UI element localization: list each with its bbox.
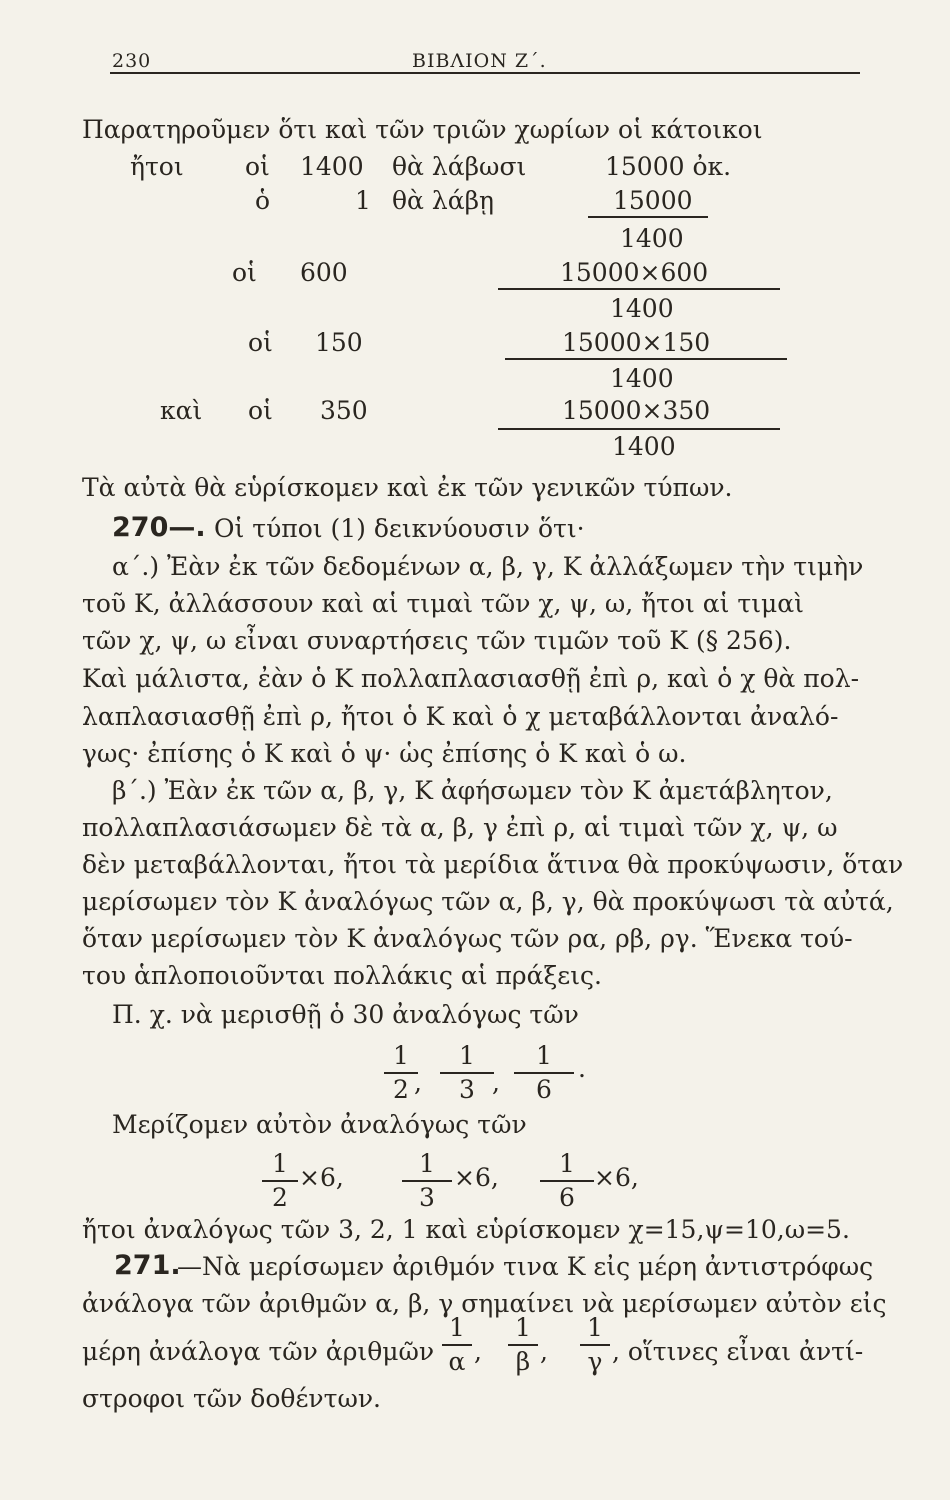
fraction-bar <box>498 288 780 290</box>
table-cell: οἱ <box>248 328 273 357</box>
body-line: τοῦ Κ, ἀλλάσσουν καὶ αἱ τιμαὶ τῶν χ, ψ, ω, ἤτοι αἱ τιμαὶ <box>82 589 804 618</box>
fraction-bar <box>440 1072 494 1074</box>
table-cell: 1400 <box>610 364 674 393</box>
fraction-separator: , <box>492 1068 500 1097</box>
table-intro: Παρατηροῦμεν ὅτι καὶ τῶν τριῶν χωρίων οἱ κάτοικοι <box>82 115 763 144</box>
fraction-bar <box>514 1072 574 1074</box>
body-line: Μερίζομεν αὐτὸν ἀναλόγως τῶν <box>112 1110 527 1139</box>
fraction-bar <box>580 1344 610 1346</box>
table-cell: οἱ <box>248 396 273 425</box>
fraction-bar <box>262 1180 298 1182</box>
fraction-numerator: 1 <box>515 1313 531 1342</box>
fraction-denominator: 2 <box>393 1074 409 1104</box>
fraction-numerator: 1 <box>393 1041 409 1070</box>
fraction-end: . <box>578 1054 586 1083</box>
body-line: του ἁπλοποιοῦνται πολλάκις αἱ πράξεις. <box>82 961 602 990</box>
fraction-denominator: 6 <box>536 1074 552 1104</box>
fraction-bar <box>384 1072 418 1074</box>
fraction <box>402 1150 452 1212</box>
table-cell: 150 <box>315 328 363 357</box>
fraction <box>508 1314 538 1376</box>
fraction <box>440 1042 494 1104</box>
section-number: 271. <box>114 1250 181 1281</box>
body-line: —Νὰ μερίσωμεν ἀριθμόν τινα Κ εἰς μέρη ἀντιστρόφως <box>177 1252 874 1281</box>
fraction-numerator: 1 <box>559 1149 575 1178</box>
body-line: Τὰ αὐτὰ θὰ εὑρίσκομεν καὶ ἐκ τῶν γενικῶν τύπων. <box>82 473 733 502</box>
table-cell: ἤτοι <box>130 152 184 181</box>
fraction-bar <box>498 428 780 430</box>
fraction-multiplier: ×6, <box>594 1163 639 1192</box>
fraction-denominator: α <box>448 1346 466 1376</box>
fraction-separator: , <box>540 1337 548 1366</box>
running-title: ΒΙΒΛΙΟΝ Ζ΄. <box>412 50 547 72</box>
table-cell: 350 <box>320 396 368 425</box>
body-line: γως· ἐπίσης ὁ Κ καὶ ὁ ψ· ὡς ἐπίσης ὁ Κ καὶ ὁ ω. <box>82 739 687 768</box>
body-line: β΄.) Ἐὰν ἐκ τῶν α, β, γ, Κ ἀφήσωμεν τὸν Κ ἀμετάβλητον, <box>112 776 833 805</box>
body-line: Οἱ τύποι (1) δεικνύουσιν ὅτι· <box>214 514 585 543</box>
fraction-bar <box>588 216 708 218</box>
fraction-numerator: 1 <box>536 1041 552 1070</box>
fraction-numerator: 1 <box>272 1149 288 1178</box>
fraction-numerator: 1 <box>419 1149 435 1178</box>
section-number: 270—. <box>112 512 206 543</box>
table-cell: οἱ <box>232 258 257 287</box>
body-line: μέρη ἀνάλογα τῶν ἀριθμῶν <box>82 1337 435 1366</box>
fraction <box>540 1150 594 1212</box>
fraction <box>580 1314 610 1376</box>
table-cell: 15000 <box>613 186 693 215</box>
fraction-multiplier: ×6, <box>299 1163 344 1192</box>
body-line: Καὶ μάλιστα, ἐὰν ὁ Κ πολλαπλασιασθῇ ἐπὶ ρ, καὶ ὁ χ θὰ πολ- <box>82 664 860 693</box>
table-cell: θὰ λάβωσι <box>392 152 527 181</box>
body-line: λαπλασιασθῇ ἐπὶ ρ, ἤτοι ὁ Κ καὶ ὁ χ μεταβάλλονται ἀναλό- <box>82 702 839 731</box>
body-line: Π. χ. νὰ μερισθῇ ὁ 30 ἀναλόγως τῶν <box>112 1000 579 1029</box>
fraction-denominator: 3 <box>419 1182 435 1212</box>
fraction-numerator: 1 <box>587 1313 603 1342</box>
table-cell: οἱ <box>245 152 270 181</box>
fraction-numerator: 1 <box>459 1041 475 1070</box>
body-line: πολλαπλασιάσωμεν δὲ τὰ α, β, γ ἐπὶ ρ, αἱ τιμαὶ τῶν χ, ψ, ω <box>82 813 838 842</box>
fraction <box>384 1042 418 1104</box>
table-cell: 15000×350 <box>562 396 711 425</box>
table-cell: 15000×150 <box>562 328 711 357</box>
table-cell: 1 <box>355 186 371 215</box>
fraction <box>514 1042 574 1104</box>
fraction-bar <box>505 358 787 360</box>
body-line: α΄.) Ἐὰν ἐκ τῶν δεδομένων α, β, γ, Κ ἀλλάξωμεν τὴν τιμὴν <box>112 552 864 581</box>
fraction-separator: , <box>474 1337 482 1366</box>
fraction-bar <box>402 1180 452 1182</box>
table-cell: καὶ <box>160 396 203 425</box>
table-cell: 15000 ὀκ. <box>605 152 732 181</box>
table-cell: 1400 <box>612 432 676 461</box>
body-line: , οἵτινες εἶναι ἀντί- <box>612 1337 864 1366</box>
page-number: 230 <box>112 50 152 72</box>
header-rule <box>110 72 860 74</box>
body-line: ὅταν μερίσωμεν τὸν Κ ἀναλόγως τῶν ρα, ρβ, ργ. Ἕνεκα τού- <box>82 924 853 953</box>
body-line: τῶν χ, ψ, ω εἶναι συναρτήσεις τῶν τιμῶν τοῦ Κ (§ 256). <box>82 626 792 655</box>
fraction-denominator: β <box>515 1346 531 1376</box>
fraction-denominator: γ <box>587 1346 603 1376</box>
body-line: ἤτοι ἀναλόγως τῶν 3, 2, 1 καὶ εὑρίσκομεν χ=15,ψ=10,ω=5. <box>82 1215 850 1244</box>
fraction <box>442 1314 472 1376</box>
fraction-separator: , <box>414 1068 422 1097</box>
body-line: στροφοι τῶν δοθέντων. <box>82 1384 381 1413</box>
body-line: μερίσωμεν τὸν Κ ἀναλόγως τῶν α, β, γ, θὰ προκύψωσι τὰ αὐτά, <box>82 887 894 916</box>
fraction-denominator: 2 <box>272 1182 288 1212</box>
table-cell: 1400 <box>620 224 684 253</box>
fraction-bar <box>508 1344 538 1346</box>
fraction <box>262 1150 298 1212</box>
table-cell: 600 <box>300 258 348 287</box>
table-cell: θὰ λάβῃ <box>392 186 495 215</box>
fraction-bar <box>442 1344 472 1346</box>
table-cell: 15000×600 <box>560 258 709 287</box>
fraction-numerator: 1 <box>449 1313 465 1342</box>
body-line: ἀνάλογα τῶν ἀριθμῶν α, β, γ σημαίνει νὰ μερίσωμεν αὐτὸν εἰς <box>82 1289 887 1318</box>
body-line: δὲν μεταβάλλονται, ἤτοι τὰ μερίδια ἅτινα θὰ προκύψωσιν, ὅταν <box>82 850 904 879</box>
fraction-multiplier: ×6, <box>454 1163 499 1192</box>
table-cell: ὁ <box>255 186 271 215</box>
fraction-denominator: 6 <box>559 1182 575 1212</box>
fraction-bar <box>540 1180 594 1182</box>
table-cell: 1400 <box>300 152 364 181</box>
table-cell: 1400 <box>610 294 674 323</box>
fraction-denominator: 3 <box>459 1074 475 1104</box>
